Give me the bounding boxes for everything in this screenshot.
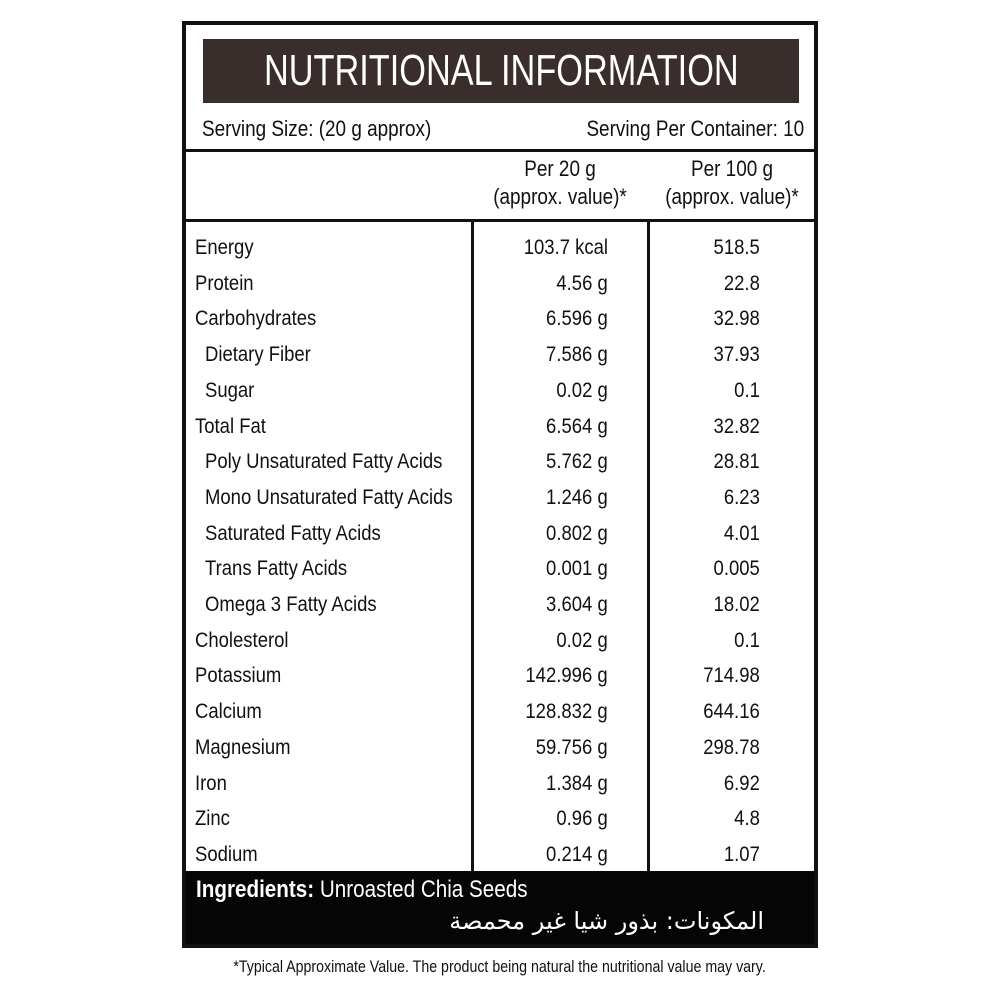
table-row — [186, 802, 814, 838]
nutrient-name: Poly Unsaturated Fatty Acids — [205, 449, 443, 474]
divider — [186, 219, 814, 222]
table-row — [186, 302, 814, 338]
table-row — [186, 445, 814, 481]
value-per-20g: 0.96 g — [556, 806, 608, 831]
value-per-20g: 59.756 g — [536, 734, 608, 759]
value-per-100g: 28.81 — [713, 449, 760, 474]
nutrient-name: Omega 3 Fatty Acids — [205, 592, 377, 616]
table-row — [186, 338, 814, 374]
value-per-20g: 4.56 g — [556, 270, 608, 295]
table-row — [186, 695, 814, 731]
table-row — [186, 838, 814, 874]
table-row — [186, 659, 814, 695]
table-row — [186, 731, 814, 767]
table-row — [186, 624, 814, 660]
column-header-line1: Per 20 g — [524, 156, 596, 181]
nutrient-name: Mono Unsaturated Fatty Acids — [205, 484, 453, 509]
column-header-line1: Per 100 g — [690, 156, 774, 181]
table-row — [186, 481, 814, 517]
nutrient-name: Saturated Fatty Acids — [205, 520, 381, 545]
ingredients-label: Ingredients: — [196, 876, 315, 903]
value-per-100g: 298.78 — [703, 734, 760, 759]
table-row — [186, 267, 814, 303]
serving-size: Serving Size: (20 g approx) — [202, 116, 432, 141]
nutrient-name: Carbohydrates — [195, 306, 317, 331]
nutrient-name: Magnesium — [195, 734, 291, 759]
nutrient-name: Calcium — [195, 699, 262, 724]
value-per-100g: 0.1 — [734, 627, 760, 652]
nutrient-name: Sodium — [195, 841, 258, 866]
nutrition-label — [182, 21, 818, 948]
column-header-line2: (approx. value)* — [665, 184, 799, 209]
value-per-20g: 0.001 g — [546, 556, 608, 581]
divider — [186, 149, 814, 152]
table-row — [186, 517, 814, 553]
value-per-20g: 7.586 g — [546, 342, 608, 367]
nutrient-name: Dietary Fiber — [205, 342, 311, 367]
value-per-100g: 18.02 — [713, 592, 760, 616]
title-bar — [203, 39, 799, 103]
value-per-20g: 0.214 g — [546, 841, 608, 866]
table-row — [186, 374, 814, 410]
value-per-100g: 0.1 — [734, 377, 760, 402]
value-per-100g: 4.01 — [724, 520, 760, 545]
footnote-text: *Typical Approximate Value. The product being natural the nutritional value may vary. — [233, 958, 767, 976]
value-per-100g: 32.98 — [713, 306, 760, 331]
value-per-20g: 5.762 g — [546, 449, 608, 474]
value-per-100g: 22.8 — [724, 270, 760, 295]
column-header-per-20g — [476, 155, 644, 217]
nutrient-name: Zinc — [195, 806, 230, 831]
value-per-20g: 142.996 g — [525, 663, 608, 688]
nutrient-name: Potassium — [195, 663, 282, 688]
value-per-20g: 6.596 g — [546, 306, 608, 331]
servings-per-container: Serving Per Container: 10 — [586, 116, 804, 141]
value-per-100g: 37.93 — [713, 342, 760, 367]
nutrient-name: Total Fat — [195, 413, 266, 438]
ingredients-arabic: المكونات: بذور شيا غير محمصة — [449, 907, 764, 935]
value-per-100g: 518.5 — [713, 235, 760, 259]
value-per-100g: 6.92 — [724, 770, 760, 795]
nutrient-name: Iron — [195, 770, 227, 795]
table-row — [186, 588, 814, 624]
column-header-per-100g — [648, 155, 816, 217]
value-per-20g: 3.604 g — [546, 592, 608, 616]
value-per-20g: 128.832 g — [525, 699, 608, 724]
value-per-100g: 644.16 — [703, 699, 760, 724]
value-per-100g: 32.82 — [713, 413, 760, 438]
value-per-100g: 4.8 — [734, 806, 760, 831]
table-row — [186, 231, 814, 267]
column-header-line2: (approx. value)* — [493, 184, 627, 209]
value-per-20g: 0.02 g — [556, 377, 608, 402]
table-row — [186, 552, 814, 588]
nutrient-name: Sugar — [205, 377, 255, 402]
value-per-100g: 1.07 — [724, 841, 760, 866]
nutrient-name: Cholesterol — [195, 627, 289, 652]
value-per-20g: 1.384 g — [546, 770, 608, 795]
footnote — [0, 958, 1000, 977]
value-per-20g: 103.7 kcal — [523, 235, 608, 259]
value-per-20g: 0.802 g — [546, 520, 608, 545]
value-per-20g: 0.02 g — [556, 627, 608, 652]
serving-info — [202, 113, 804, 145]
ingredients-value: Unroasted Chia Seeds — [319, 876, 528, 903]
ingredients-bar — [186, 871, 814, 944]
value-per-20g: 6.564 g — [546, 413, 608, 438]
value-per-100g: 0.005 — [713, 556, 760, 581]
table-row — [186, 767, 814, 803]
nutrient-name: Trans Fatty Acids — [205, 556, 348, 581]
label-title: NUTRITIONAL INFORMATION — [263, 46, 739, 95]
value-per-100g: 714.98 — [703, 663, 760, 688]
nutrient-name: Protein — [195, 270, 254, 295]
nutrient-name: Energy — [195, 235, 254, 259]
value-per-20g: 1.246 g — [546, 484, 608, 509]
ingredients-english — [196, 876, 528, 904]
table-row — [186, 410, 814, 446]
value-per-100g: 6.23 — [724, 484, 760, 509]
